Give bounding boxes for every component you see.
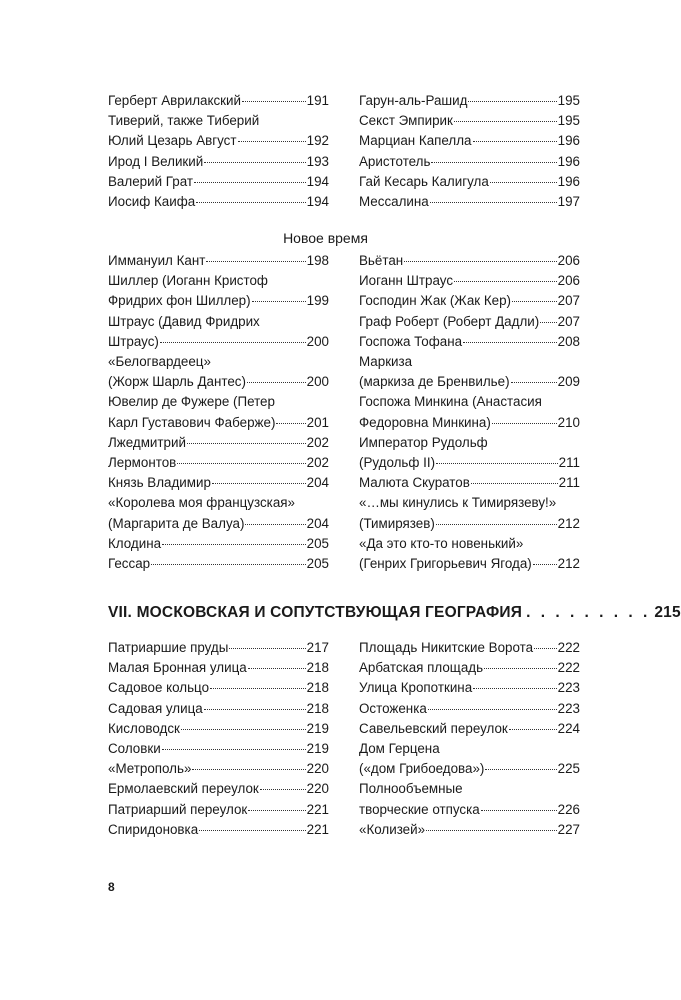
toc-entry-page: 210 — [557, 414, 580, 430]
leader-dots — [187, 443, 306, 444]
toc-entry-title: Господин Жак (Жак Кер) — [359, 293, 512, 309]
toc-entry — [359, 152, 580, 172]
toc-entry — [359, 312, 580, 332]
toc-entry-title-line: Штраус (Давид Фридрих — [108, 313, 260, 329]
toc-entry-page: 197 — [557, 194, 580, 210]
chapter-title: VII. МОСКОВСКАЯ И СОПУТСТВУЮЩАЯ ГЕОГРАФИЯ — [108, 604, 523, 621]
toc-entry-page: 207 — [557, 313, 580, 329]
toc-entry-page: 218 — [306, 680, 329, 696]
toc-entry — [108, 554, 329, 574]
toc-entry-title: Иммануил Кант — [108, 253, 206, 268]
page-number: 8 — [108, 880, 115, 894]
toc-entry — [108, 453, 329, 473]
toc-entry-page: 220 — [306, 761, 329, 777]
toc-entry-title: Малая Бронная улица — [108, 660, 247, 676]
leader-dots — [204, 162, 305, 163]
toc-entry — [108, 800, 329, 820]
toc-entry-page: 199 — [306, 293, 329, 309]
leader-dots — [436, 524, 557, 525]
toc-entry-page: 217 — [306, 640, 329, 655]
toc-entry — [359, 678, 580, 698]
chapter-leader-dots: . . . . . . . . . — [526, 604, 651, 621]
toc-entry-title-line: Шиллер (Иоганн Кристоф — [108, 273, 268, 289]
toc-entry-page: 219 — [306, 741, 329, 757]
toc-entry-page: 200 — [306, 333, 329, 349]
toc-column-left — [108, 91, 329, 212]
toc-entry-page: 208 — [557, 333, 580, 349]
toc-entry — [108, 534, 329, 554]
toc-entry-title: Валерий Грат — [108, 173, 193, 189]
toc-entry — [108, 658, 329, 678]
leader-dots — [248, 668, 306, 669]
toc-entry-title: («дом Грибоедова») — [359, 761, 485, 777]
leader-dots — [248, 810, 305, 811]
toc-entry-page: 207 — [557, 293, 580, 309]
toc-entry — [108, 759, 329, 779]
toc-entry-page: 204 — [306, 475, 329, 491]
toc-entry — [359, 473, 580, 493]
toc-entry — [108, 820, 329, 840]
leader-dots — [484, 668, 557, 669]
toc-entry — [108, 638, 329, 658]
toc-entry-page: 224 — [557, 720, 580, 736]
toc-column-right — [359, 251, 580, 574]
toc-entry — [359, 91, 580, 111]
leader-dots — [468, 101, 556, 102]
toc-entry-title: Соловки — [108, 741, 161, 757]
toc-entry-title: (Рудольф II) — [359, 455, 436, 471]
toc-entry-title-line: Полнообъемные — [359, 781, 463, 797]
toc-entry-title: Штраус) — [108, 333, 159, 349]
toc-entry-title: (Генрих Григорьевич Ягода) — [359, 556, 532, 572]
leader-dots — [492, 423, 557, 424]
leader-dots — [162, 544, 306, 545]
toc-entry-title-line: Тиверий, также Тиберий — [108, 113, 260, 129]
toc-entry-title: Карл Густавович Фаберже) — [108, 414, 276, 430]
leader-dots — [192, 769, 305, 770]
toc-entry-page: 220 — [306, 781, 329, 797]
leader-dots — [210, 688, 306, 689]
toc-entry-title: Арбатская площадь — [359, 660, 484, 676]
toc-entry-title: (Жорж Шарль Дантес) — [108, 374, 246, 390]
toc-entry-title-line: Ювелир де Фужере (Петер — [108, 394, 275, 410]
leader-dots — [247, 382, 306, 383]
leader-dots — [194, 182, 306, 183]
toc-entry — [359, 172, 580, 192]
toc-entry-title: Савельевский переулок — [359, 720, 508, 736]
toc-entry-title-line: Дом Герцена — [359, 741, 440, 757]
toc-entry-title: Секст Эмпирик — [359, 113, 453, 129]
toc-entry-page: 226 — [557, 801, 580, 817]
leader-dots — [252, 301, 306, 302]
leader-dots — [212, 483, 306, 484]
toc-entry-page: 219 — [306, 720, 329, 736]
toc-entry-title: Марциан Капелла — [359, 133, 472, 149]
toc-entry — [108, 271, 329, 311]
toc-entry — [359, 352, 580, 392]
toc-entry-title: Гарун-аль-Рашид — [359, 93, 468, 108]
toc-entry-title: Садовая улица — [108, 700, 203, 716]
toc-entry-title: (Маргарита де Валуа) — [108, 515, 245, 531]
toc-entry — [359, 111, 580, 131]
toc-entry-page: 211 — [558, 475, 580, 491]
toc-entry-page: 227 — [557, 821, 580, 837]
toc-entry-title-line: «Королева моя французская» — [108, 495, 295, 511]
toc-entry — [108, 352, 329, 392]
toc-entry-title: Иосиф Каифа — [108, 194, 196, 210]
toc-entry-title: Граф Роберт (Роберт Дадли) — [359, 313, 540, 329]
toc-entry — [108, 111, 329, 151]
toc-entry — [108, 192, 329, 212]
toc-entry-title: Ирод I Великий — [108, 153, 204, 169]
toc-entry — [108, 493, 329, 533]
toc-entry — [359, 433, 580, 473]
toc-entry-page: 194 — [306, 173, 329, 189]
toc-entry — [108, 678, 329, 698]
toc-entry-page: 195 — [557, 113, 580, 129]
toc-entry — [108, 312, 329, 352]
toc-entry-title: Вьётан — [359, 253, 404, 268]
toc-entry — [108, 739, 329, 759]
leader-dots — [162, 749, 306, 750]
toc-entry — [359, 332, 580, 352]
toc-entry-title-line: Император Рудольф — [359, 434, 488, 450]
toc-entry-title: Спиридоновка — [108, 821, 199, 837]
toc-column-left — [108, 251, 329, 574]
toc-entry-title: творческие отпуска — [359, 801, 480, 817]
toc-entry-title: Фридрих фон Шиллер) — [108, 293, 251, 309]
toc-entry-title: «Колизей» — [359, 821, 426, 837]
toc-entry-page: 196 — [557, 133, 580, 149]
leader-dots — [238, 141, 306, 142]
toc-column-right — [359, 638, 580, 840]
toc-entry-page: 218 — [306, 700, 329, 716]
toc-entry-page: 218 — [306, 660, 329, 676]
toc-entry — [359, 534, 580, 574]
toc-entry-page: 206 — [557, 273, 580, 289]
toc-entry-title: Кисловодск — [108, 720, 180, 736]
toc-section-modern — [108, 251, 580, 574]
leader-dots — [509, 729, 557, 730]
toc-entry-page: 191 — [306, 93, 329, 108]
leader-dots — [151, 564, 306, 565]
toc-entry-page: 193 — [306, 153, 329, 169]
toc-entry — [359, 192, 580, 212]
toc-entry-title-line: «Да это кто-то новенький» — [359, 535, 524, 551]
toc-entry-title: Герберт Аврилакский — [108, 93, 241, 108]
leader-dots — [428, 709, 557, 710]
toc-entry-title: Малюта Скуратов — [359, 475, 470, 491]
toc-entry — [108, 91, 329, 111]
toc-entry — [359, 271, 580, 291]
leader-dots — [199, 830, 306, 831]
toc-entry-page: 212 — [557, 515, 580, 531]
toc-entry-title: Мессалина — [359, 194, 429, 210]
toc-entry-page: 211 — [558, 455, 580, 471]
toc-entry — [359, 699, 580, 719]
toc-entry-title: Лжедмитрий — [108, 434, 186, 450]
toc-entry — [108, 172, 329, 192]
toc-entry-page: 200 — [306, 374, 329, 390]
toc-entry-title: Садовое кольцо — [108, 680, 210, 696]
leader-dots — [454, 121, 557, 122]
toc-entry-title: Князь Владимир — [108, 475, 211, 491]
toc-entry-page: 221 — [306, 801, 329, 817]
toc-entry-page: 212 — [557, 556, 580, 572]
toc-entry-title: (маркиза де Бренвилье) — [359, 374, 510, 390]
leader-dots — [473, 688, 557, 689]
toc-entry-title: Федоровна Минкина) — [359, 414, 491, 430]
toc-entry-title: Клодина — [108, 535, 162, 551]
toc-section-geography — [108, 638, 580, 840]
toc-entry-title: Лермонтов — [108, 455, 177, 471]
toc-entry — [108, 251, 329, 271]
chapter-page-number: 215 — [654, 604, 681, 621]
leader-dots — [473, 141, 557, 142]
toc-entry-title: Патриаршие пруды — [108, 640, 229, 655]
toc-entry-page: 225 — [557, 761, 580, 777]
toc-entry — [108, 699, 329, 719]
toc-entry-page: 205 — [306, 556, 329, 572]
leader-dots — [404, 261, 556, 262]
toc-entry-title: Юлий Цезарь Август — [108, 133, 237, 149]
toc-entry — [108, 392, 329, 432]
toc-entry-title: «Метрополь» — [108, 761, 192, 777]
toc-entry-title-line: Госпожа Минкина (Анастасия — [359, 394, 542, 410]
toc-entry-page: 196 — [557, 173, 580, 189]
toc-entry-page: 222 — [557, 660, 580, 676]
leader-dots — [490, 182, 557, 183]
toc-entry — [108, 473, 329, 493]
leader-dots — [160, 342, 306, 343]
leader-dots — [181, 729, 306, 730]
toc-entry — [359, 739, 580, 779]
leader-dots — [454, 281, 557, 282]
toc-entry — [359, 131, 580, 151]
toc-entry-title: Площадь Никитские Ворота — [359, 640, 534, 655]
toc-entry-page: 195 — [557, 93, 580, 108]
toc-entry — [108, 152, 329, 172]
toc-entry-title-line: Маркиза — [359, 354, 413, 370]
toc-entry — [359, 638, 580, 658]
toc-entry-page: 204 — [306, 515, 329, 531]
leader-dots — [471, 483, 558, 484]
leader-dots — [229, 648, 305, 649]
leader-dots — [260, 789, 306, 790]
toc-entry-title: Аристотель — [359, 153, 431, 169]
toc-entry — [359, 820, 580, 840]
toc-entry — [108, 719, 329, 739]
toc-entry-page: 223 — [557, 700, 580, 716]
leader-dots — [481, 810, 557, 811]
leader-dots — [512, 301, 557, 302]
chapter-heading — [108, 602, 681, 624]
leader-dots — [463, 342, 557, 343]
leader-dots — [511, 382, 557, 383]
leader-dots — [540, 322, 556, 323]
toc-entry-page: 196 — [557, 153, 580, 169]
toc-entry-page: 205 — [306, 535, 329, 551]
toc-entry — [359, 392, 580, 432]
leader-dots — [431, 162, 556, 163]
toc-entry-title: Ермолаевский переулок — [108, 781, 259, 797]
toc-entry — [359, 658, 580, 678]
leader-dots — [533, 564, 557, 565]
toc-entry-title: Госпожа Тофана — [359, 333, 463, 349]
leader-dots — [485, 769, 556, 770]
toc-entry — [359, 291, 580, 311]
leader-dots — [177, 463, 305, 464]
toc-entry-title: Патриарший переулок — [108, 801, 248, 817]
toc-entry-title: Остоженка — [359, 700, 427, 716]
toc-entry — [108, 779, 329, 799]
leader-dots — [245, 524, 305, 525]
leader-dots — [430, 202, 557, 203]
leader-dots — [426, 830, 557, 831]
leader-dots — [206, 261, 305, 262]
toc-entry — [359, 493, 580, 533]
toc-entry-page: 223 — [557, 680, 580, 696]
toc-entry-page: 206 — [557, 253, 580, 268]
toc-entry-title-line: «…мы кинулись к Тимирязеву!» — [359, 495, 557, 511]
toc-section-ancient — [108, 91, 580, 212]
toc-entry — [359, 251, 580, 271]
toc-entry-title: (Тимирязев) — [359, 515, 435, 531]
toc-entry-page: 198 — [306, 253, 329, 268]
toc-entry-title: Иоганн Штраус — [359, 273, 454, 289]
leader-dots — [534, 648, 557, 649]
toc-entry — [359, 779, 580, 819]
leader-dots — [196, 202, 305, 203]
toc-entry-title: Улица Кропоткина — [359, 680, 473, 696]
toc-entry-title: Гессар — [108, 556, 151, 572]
leader-dots — [276, 423, 305, 424]
toc-entry-page: 202 — [306, 455, 329, 471]
toc-entry-title-line: «Белогвардеец» — [108, 354, 211, 370]
toc-entry-page: 221 — [306, 821, 329, 837]
toc-entry-page: 202 — [306, 434, 329, 450]
leader-dots — [436, 463, 558, 464]
toc-entry — [108, 433, 329, 453]
toc-entry-page: 192 — [306, 133, 329, 149]
toc-entry-title: Гай Кесарь Калигула — [359, 173, 489, 189]
toc-entry-page: 201 — [306, 414, 329, 430]
toc-entry-page: 194 — [306, 194, 329, 210]
leader-dots — [204, 709, 306, 710]
toc-entry-page: 209 — [557, 374, 580, 390]
toc-entry-page: 222 — [557, 640, 580, 655]
toc-column-right — [359, 91, 580, 212]
leader-dots — [242, 101, 306, 102]
section-subheading: Новое время — [283, 230, 368, 246]
toc-entry — [359, 719, 580, 739]
toc-column-left — [108, 638, 329, 840]
